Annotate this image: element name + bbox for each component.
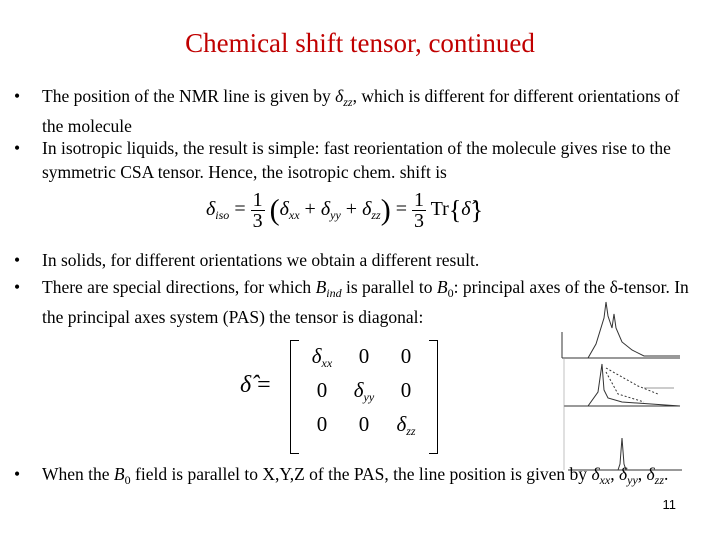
bullet-4-text: There are special directions, for which $B_{ind}$ is parallel to $B_0$: principal axes of the δ-tensor. In the principal axes system (PAS) the tensor is diagonal: xyxy=(42,277,689,327)
matrix-cell: 0 xyxy=(358,344,370,368)
slide-title: Chemical shift tensor, continued xyxy=(185,28,535,58)
isotropic-shift-equation: $\delta_{iso}$ = $\frac{1}{3}$ $(\delta_{xx} + \delta_{yy} + \delta_{zz})$ = $\frac{1}{3}$ Tr{δ̂} xyxy=(206,189,484,232)
matrix-cell: 0 xyxy=(400,378,412,402)
bullet-1-sub: zz xyxy=(343,95,353,109)
bullet-marker: • xyxy=(14,138,21,158)
matrix-lhs: δ̂ = xyxy=(240,372,271,398)
trace-operator: Tr xyxy=(430,198,449,221)
bullet-1-part-a: The position of the NMR line is given by xyxy=(42,86,336,106)
bullet-2-text: In isotropic liquids, the result is simple: fast reorientation of the molecule gives rise to the symmetric CSA tensor. Hence, the isotropic chem. shift is xyxy=(42,138,671,182)
matrix-right-bracket xyxy=(429,340,438,454)
matrix-cell: 0 xyxy=(316,378,328,402)
bullet-5-text: When the $B_0$ field is parallel to X,Y,Z of the PAS, the line position is given by $\delta_{xx}$, $\delta_{yy}$, $\delta_{zz}$. xyxy=(42,464,669,487)
bullet-marker: • xyxy=(14,277,21,297)
trace-argument: δ̂ xyxy=(461,198,471,221)
bullet-1-text xyxy=(42,84,692,138)
bullet-marker: • xyxy=(14,86,21,106)
orientation-spectrum xyxy=(564,364,680,406)
fraction-one-third: $\frac{1}{3}$ xyxy=(252,189,263,232)
eq-equals: = xyxy=(234,198,246,221)
eq-lhs: δ xyxy=(206,198,216,221)
eq-equals-2: = xyxy=(395,198,407,221)
matrix-left-bracket xyxy=(290,340,299,454)
matrix-cell: $\delta_{yy}$ xyxy=(353,378,375,404)
bullet-marker: • xyxy=(14,464,21,484)
page-number: 11 xyxy=(662,497,676,512)
matrix-cell: 0 xyxy=(316,412,328,436)
matrix-cell: $\delta_{zz}$ xyxy=(396,412,416,438)
matrix-cell: 0 xyxy=(358,412,370,436)
bullet-1-delta: δ xyxy=(335,86,344,106)
bullet-1-part-b: , which is different for different orientations of the molecule xyxy=(42,86,680,136)
fraction-one-third-2: $\frac{1}{3}$ xyxy=(413,189,424,232)
bullet-3-text: In solids, for different orientations we obtain a different result. xyxy=(42,250,480,270)
bullet-marker: • xyxy=(14,250,21,270)
diagonal-tensor-matrix xyxy=(290,340,438,452)
matrix-cell: $\delta_{xx}$ xyxy=(311,344,333,370)
powder-pattern-spectrum xyxy=(562,302,680,358)
matrix-cell: 0 xyxy=(400,344,412,368)
nmr-lineshape-figure xyxy=(548,298,688,480)
eq-lhs-sub: iso xyxy=(215,208,230,223)
